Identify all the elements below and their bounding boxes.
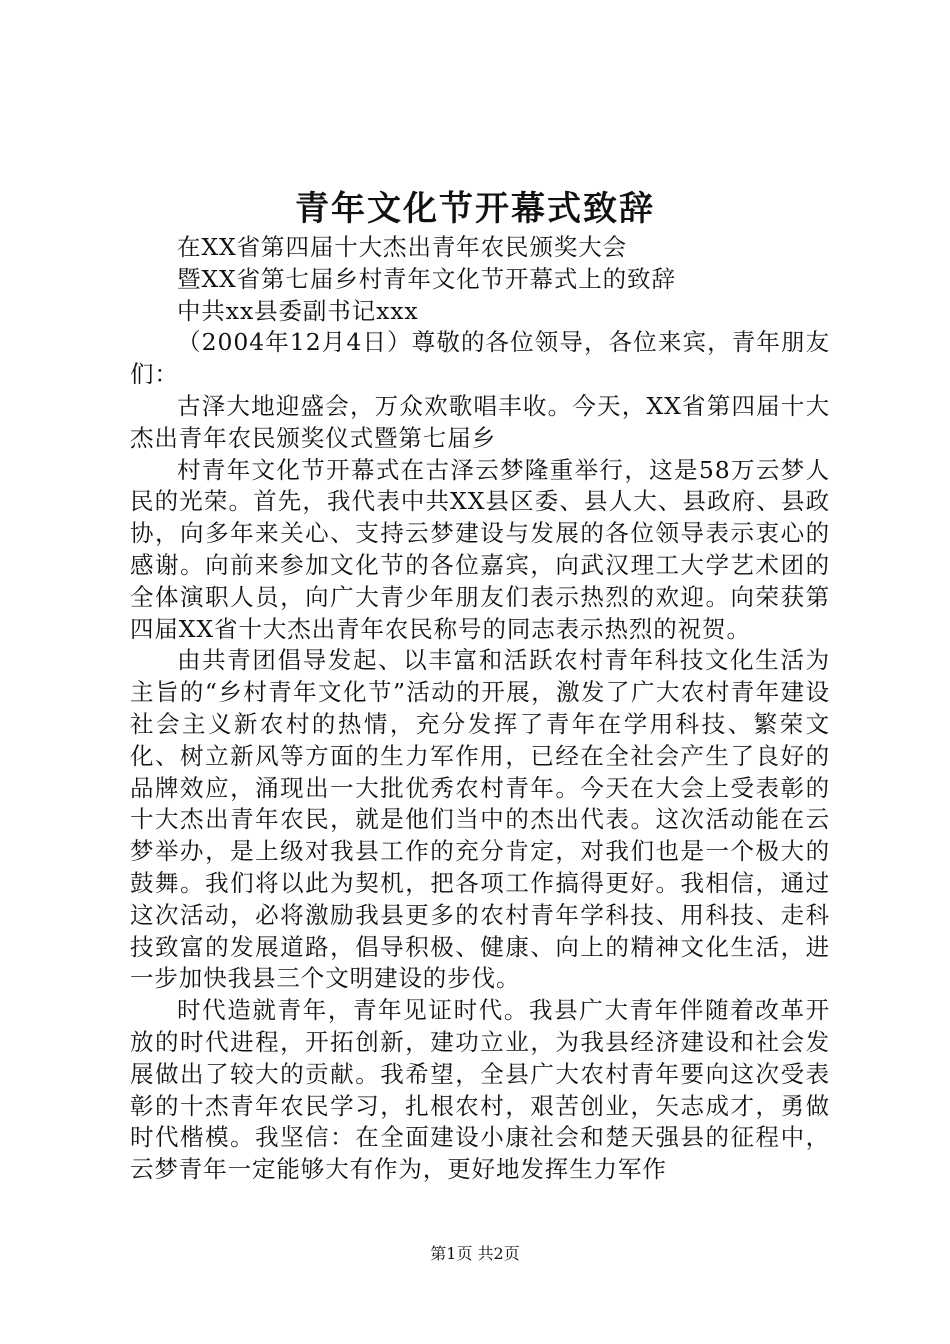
- document-body: [130, 232, 830, 1186]
- paragraph: 由共青团倡导发起、以丰富和活跃农村青年科技文化生活为主旨的“乡村青年文化节”活动的开展，激发了广大农村青年建设社会主义新农村的热情，充分发挥了青年在学用科技、繁荣文化、树立新风等方面的生力军作用，已经在全社会产生了良好的品牌效应，涌现出一大批优秀农村青年。今天在大会上受表彰的十大杰出青年农民，就是他们当中的杰出代表。这次活动能在云梦举办，是上级对我县工作的充分肯定，对我们也是一个极大的鼓舞。我们将以此为契机，把各项工作搞得更好。我相信，通过这次活动，必将激励我县更多的农村青年学科技、用科技、走科技致富的发展道路，倡导积极、健康、向上的精神文化生活，进一步加快我县三个文明建设的步伐。: [130, 646, 830, 993]
- paragraph: 在XX省第四届十大杰出青年农民颁奖大会: [177, 233, 628, 261]
- paragraph: 暨XX省第七届乡村青年文化节开幕式上的致辞: [177, 264, 676, 293]
- paragraph: 中共xx县委副书记xxx: [177, 296, 419, 325]
- page-footer: 第1页 共2页: [430, 1244, 520, 1263]
- paragraph: （2004年12月4日）尊敬的各位领导，各位来宾，青年朋友们：: [130, 328, 830, 389]
- paragraph: 古泽大地迎盛会，万众欢歌唱丰收。今天，XX省第四届十大杰出青年农民颁奖仪式暨第七届乡: [130, 391, 830, 452]
- page-title: 青年文化节开幕式致辞: [295, 189, 655, 229]
- paragraph: 时代造就青年，青年见证时代。我县广大青年伴随着改革开放的时代进程，开拓创新，建功立业，为我县经济建设和社会发展做出了较大的贡献。我希望，全县广大农村青年要向这次受表彰的十杰青年农民学习，扎根农村，艰苦创业，矢志成才，勇做时代楷模。我坚信：在全面建设小康社会和楚天强县的征程中，云梦青年一定能够大有作为，更好地发挥生力军作: [130, 996, 830, 1184]
- paragraph: 村青年文化节开幕式在古泽云梦隆重举行，这是58万云梦人民的光荣。首先，我代表中共XX县区委、县人大、县政府、县政协，向多年来关心、支持云梦建设与发展的各位领导表示衷心的感谢。向前来参加文化节的各位嘉宾，向武汉理工大学艺术团的全体演职人员，向广大青少年朋友们表示热烈的欢迎。向荣获第四届XX省十大杰出青年农民称号的同志表示热烈的祝贺。: [130, 455, 830, 643]
